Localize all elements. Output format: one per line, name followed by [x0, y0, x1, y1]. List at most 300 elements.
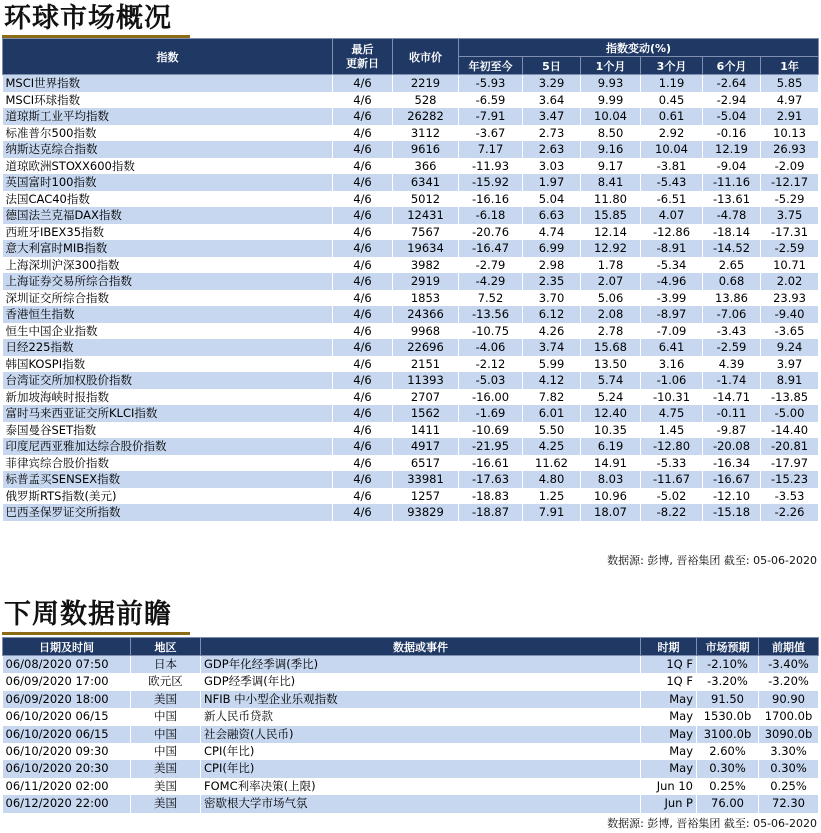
cell-1m: 6.19	[581, 438, 641, 455]
cell-close: 6341	[393, 174, 459, 191]
cell-index: 标准普尔500指数	[3, 125, 333, 142]
cell-period: May	[641, 708, 697, 725]
cell-last-update: 4/6	[333, 158, 393, 175]
cell-3m: 3.16	[641, 356, 703, 373]
cell-last-update: 4/6	[333, 356, 393, 373]
table-row	[3, 306, 819, 323]
cell-period: 1Q F	[641, 673, 697, 690]
cell-index: 上海证券交易所综合指数	[3, 273, 333, 290]
cell-index: 德国法兰克福DAX指数	[3, 207, 333, 224]
cell-datetime: 06/11/2020 02:00	[3, 778, 131, 795]
cell-last-update: 4/6	[333, 257, 393, 274]
cell-index: 泰国曼谷SET指数	[3, 422, 333, 439]
cell-index: 西班牙IBEX35指数	[3, 224, 333, 241]
cell-1m: 10.35	[581, 422, 641, 439]
cell-1y: 3.97	[761, 356, 819, 373]
cell-3m: -8.22	[641, 504, 703, 521]
cell-1y: 23.93	[761, 290, 819, 307]
cell-3m: 10.04	[641, 141, 703, 158]
cell-1m: 9.93	[581, 75, 641, 92]
cell-index: 韩国KOSPI指数	[3, 356, 333, 373]
market-source: 数据源: 彭博, 晋裕集团 截至: 05-06-2020	[607, 554, 817, 567]
cell-index: 菲律宾综合股价指数	[3, 455, 333, 472]
cell-6m: -13.61	[703, 191, 761, 208]
cell-5d: 7.82	[523, 389, 581, 406]
table-row	[3, 673, 819, 690]
cell-last-update: 4/6	[333, 422, 393, 439]
cell-1y: 2.91	[761, 108, 819, 125]
cell-6m: -12.10	[703, 488, 761, 505]
cell-index: 恒生中国企业指数	[3, 323, 333, 340]
cell-last-update: 4/6	[333, 323, 393, 340]
cell-5d: 6.99	[523, 240, 581, 257]
cell-1m: 5.06	[581, 290, 641, 307]
table-row	[3, 471, 819, 488]
cell-close: 366	[393, 158, 459, 175]
cell-3m: 6.41	[641, 339, 703, 356]
cell-event: 密歇根大学市场气氛	[201, 795, 641, 812]
cell-last-update: 4/6	[333, 224, 393, 241]
table-row	[3, 389, 819, 406]
cell-6m: -18.14	[703, 224, 761, 241]
cell-region: 中国	[131, 708, 201, 725]
market-title: 环球市场概况	[4, 3, 172, 34]
table-row	[3, 760, 819, 777]
events-table-body	[3, 656, 819, 813]
market-table-body	[3, 75, 819, 521]
cell-ytd: -15.92	[459, 174, 523, 191]
cell-3m: -6.51	[641, 191, 703, 208]
cell-6m: -7.06	[703, 306, 761, 323]
cell-forecast: 1530.0b	[697, 708, 759, 725]
cell-1y: 3.75	[761, 207, 819, 224]
cell-5d: 6.12	[523, 306, 581, 323]
table-row	[3, 743, 819, 760]
cell-close: 9616	[393, 141, 459, 158]
cell-close: 93829	[393, 504, 459, 521]
table-row	[3, 691, 819, 708]
cell-last-update: 4/6	[333, 290, 393, 307]
cell-5d: 3.29	[523, 75, 581, 92]
cell-1y: -5.00	[761, 405, 819, 422]
table-row	[3, 125, 819, 142]
cell-forecast: 2.60%	[697, 743, 759, 760]
cell-previous: -3.20%	[759, 673, 819, 690]
header-previous: 前期值	[759, 638, 819, 656]
cell-1y: 5.85	[761, 75, 819, 92]
cell-ytd: -2.79	[459, 257, 523, 274]
cell-1y: -2.09	[761, 158, 819, 175]
cell-ytd: -20.76	[459, 224, 523, 241]
cell-event: CPI(年比)	[201, 760, 641, 777]
cell-forecast: 91.50	[697, 691, 759, 708]
cell-region: 中国	[131, 726, 201, 743]
cell-ytd: -7.91	[459, 108, 523, 125]
cell-5d: 3.64	[523, 92, 581, 109]
cell-5d: 4.26	[523, 323, 581, 340]
cell-1m: 8.41	[581, 174, 641, 191]
cell-last-update: 4/6	[333, 405, 393, 422]
cell-index: 巴西圣保罗证交所指数	[3, 504, 333, 521]
header-event: 数据或事件	[201, 638, 641, 656]
table-row	[3, 108, 819, 125]
cell-6m: -16.67	[703, 471, 761, 488]
cell-1y: -5.29	[761, 191, 819, 208]
cell-index: 纳斯达克综合指数	[3, 141, 333, 158]
cell-ytd: -16.00	[459, 389, 523, 406]
cell-1y: -3.53	[761, 488, 819, 505]
cell-datetime: 06/09/2020 18:00	[3, 691, 131, 708]
cell-datetime: 06/08/2020 07:50	[3, 656, 131, 674]
cell-3m: -8.97	[641, 306, 703, 323]
cell-ytd: 7.52	[459, 290, 523, 307]
cell-6m: 4.39	[703, 356, 761, 373]
cell-index: 英国富时100指数	[3, 174, 333, 191]
cell-previous: 3.30%	[759, 743, 819, 760]
cell-3m: -10.31	[641, 389, 703, 406]
cell-1m: 14.91	[581, 455, 641, 472]
cell-1m: 11.80	[581, 191, 641, 208]
cell-1y: -17.97	[761, 455, 819, 472]
header-period: 时期	[641, 638, 697, 656]
header-1y: 1年	[761, 57, 819, 75]
cell-last-update: 4/6	[333, 273, 393, 290]
cell-5d: 4.80	[523, 471, 581, 488]
cell-1m: 2.08	[581, 306, 641, 323]
cell-1m: 12.14	[581, 224, 641, 241]
cell-close: 2919	[393, 273, 459, 290]
cell-3m: -5.33	[641, 455, 703, 472]
cell-index: MSCI环球指数	[3, 92, 333, 109]
cell-region: 中国	[131, 743, 201, 760]
cell-last-update: 4/6	[333, 389, 393, 406]
table-row	[3, 141, 819, 158]
cell-ytd: -2.12	[459, 356, 523, 373]
cell-index: 道琼斯工业平均指数	[3, 108, 333, 125]
cell-6m: -3.43	[703, 323, 761, 340]
cell-1m: 9.16	[581, 141, 641, 158]
cell-ytd: -11.93	[459, 158, 523, 175]
cell-last-update: 4/6	[333, 339, 393, 356]
cell-index: 印度尼西亚雅加达综合股价指数	[3, 438, 333, 455]
cell-ytd: -4.06	[459, 339, 523, 356]
table-row	[3, 290, 819, 307]
cell-close: 11393	[393, 372, 459, 389]
cell-event: GDP经季调(年比)	[201, 673, 641, 690]
cell-ytd: -10.75	[459, 323, 523, 340]
table-row	[3, 273, 819, 290]
cell-3m: -5.43	[641, 174, 703, 191]
cell-ytd: -4.29	[459, 273, 523, 290]
cell-5d: 3.47	[523, 108, 581, 125]
cell-3m: -1.06	[641, 372, 703, 389]
cell-3m: 1.45	[641, 422, 703, 439]
table-row	[3, 323, 819, 340]
cell-1y: -15.23	[761, 471, 819, 488]
cell-close: 5012	[393, 191, 459, 208]
header-region: 地区	[131, 638, 201, 656]
table-row	[3, 726, 819, 743]
table-row	[3, 455, 819, 472]
cell-6m: -0.11	[703, 405, 761, 422]
cell-1y: -12.17	[761, 174, 819, 191]
cell-5d: 4.12	[523, 372, 581, 389]
cell-ytd: -18.83	[459, 488, 523, 505]
cell-1m: 10.96	[581, 488, 641, 505]
cell-previous: 1700.0b	[759, 708, 819, 725]
cell-5d: 2.63	[523, 141, 581, 158]
cell-event: GDP年化经季调(季比)	[201, 656, 641, 674]
cell-last-update: 4/6	[333, 438, 393, 455]
cell-close: 4917	[393, 438, 459, 455]
cell-1y: 10.13	[761, 125, 819, 142]
cell-1m: 8.03	[581, 471, 641, 488]
cell-index: 日经225指数	[3, 339, 333, 356]
cell-close: 1562	[393, 405, 459, 422]
cell-last-update: 4/6	[333, 306, 393, 323]
cell-1m: 15.68	[581, 339, 641, 356]
cell-close: 1411	[393, 422, 459, 439]
table-row	[3, 778, 819, 795]
cell-forecast: 76.00	[697, 795, 759, 812]
cell-6m: -14.52	[703, 240, 761, 257]
cell-close: 1853	[393, 290, 459, 307]
cell-region: 欧元区	[131, 673, 201, 690]
cell-1y: -17.31	[761, 224, 819, 241]
cell-6m: -20.08	[703, 438, 761, 455]
cell-1y: -2.59	[761, 240, 819, 257]
table-row	[3, 656, 819, 674]
cell-ytd: -3.67	[459, 125, 523, 142]
cell-1y: 4.97	[761, 92, 819, 109]
table-row	[3, 504, 819, 521]
header-forecast: 市场预期	[697, 638, 759, 656]
events-title-underline	[2, 632, 190, 635]
cell-close: 33981	[393, 471, 459, 488]
cell-ytd: 7.17	[459, 141, 523, 158]
cell-close: 9968	[393, 323, 459, 340]
cell-close: 2219	[393, 75, 459, 92]
events-table	[2, 637, 819, 813]
cell-last-update: 4/6	[333, 455, 393, 472]
cell-region: 美国	[131, 795, 201, 812]
cell-forecast: 0.25%	[697, 778, 759, 795]
table-row	[3, 405, 819, 422]
cell-index: 富时马来西亚证交所KLCI指数	[3, 405, 333, 422]
cell-datetime: 06/10/2020 20:30	[3, 760, 131, 777]
cell-index: 台湾证交所加权股价指数	[3, 372, 333, 389]
cell-5d: 4.74	[523, 224, 581, 241]
cell-1y: -13.85	[761, 389, 819, 406]
cell-region: 美国	[131, 778, 201, 795]
cell-6m: -9.87	[703, 422, 761, 439]
header-3m: 3个月	[641, 57, 703, 75]
cell-6m: -11.16	[703, 174, 761, 191]
cell-period: May	[641, 743, 697, 760]
cell-5d: 11.62	[523, 455, 581, 472]
cell-period: 1Q F	[641, 656, 697, 674]
cell-1m: 9.17	[581, 158, 641, 175]
cell-6m: -2.64	[703, 75, 761, 92]
table-row	[3, 356, 819, 373]
cell-last-update: 4/6	[333, 207, 393, 224]
cell-period: Jun 10	[641, 778, 697, 795]
cell-3m: 2.92	[641, 125, 703, 142]
cell-6m: -2.94	[703, 92, 761, 109]
cell-5d: 2.98	[523, 257, 581, 274]
cell-index: MSCI世界指数	[3, 75, 333, 92]
table-row	[3, 422, 819, 439]
cell-last-update: 4/6	[333, 141, 393, 158]
cell-5d: 2.73	[523, 125, 581, 142]
cell-index: 深圳证交所综合指数	[3, 290, 333, 307]
cell-previous: 72.30	[759, 795, 819, 812]
cell-5d: 3.74	[523, 339, 581, 356]
cell-ytd: -5.03	[459, 372, 523, 389]
cell-1m: 5.24	[581, 389, 641, 406]
table-row	[3, 174, 819, 191]
cell-5d: 6.01	[523, 405, 581, 422]
cell-6m: 13.86	[703, 290, 761, 307]
cell-3m: 4.07	[641, 207, 703, 224]
cell-last-update: 4/6	[333, 75, 393, 92]
cell-ytd: -6.18	[459, 207, 523, 224]
cell-period: May	[641, 691, 697, 708]
cell-region: 美国	[131, 760, 201, 777]
cell-last-update: 4/6	[333, 240, 393, 257]
cell-1m: 10.04	[581, 108, 641, 125]
cell-close: 7567	[393, 224, 459, 241]
cell-5d: 5.04	[523, 191, 581, 208]
cell-6m: -15.18	[703, 504, 761, 521]
header-1m: 1个月	[581, 57, 641, 75]
cell-index: 香港恒生指数	[3, 306, 333, 323]
cell-1m: 13.50	[581, 356, 641, 373]
cell-datetime: 06/09/2020 17:00	[3, 673, 131, 690]
header-close: 收市价	[393, 39, 459, 75]
cell-1y: 9.24	[761, 339, 819, 356]
table-row	[3, 92, 819, 109]
cell-5d: 1.97	[523, 174, 581, 191]
header-6m: 6个月	[703, 57, 761, 75]
market-table	[2, 38, 819, 521]
cell-6m: 2.65	[703, 257, 761, 274]
header-index: 指数	[3, 39, 333, 75]
cell-3m: -7.09	[641, 323, 703, 340]
cell-index: 标普孟买SENSEX指数	[3, 471, 333, 488]
header-datetime: 日期及时间	[3, 638, 131, 656]
cell-close: 1257	[393, 488, 459, 505]
cell-6m: -4.78	[703, 207, 761, 224]
cell-5d: 2.35	[523, 273, 581, 290]
cell-close: 528	[393, 92, 459, 109]
cell-last-update: 4/6	[333, 108, 393, 125]
cell-datetime: 06/10/2020 06/15	[3, 708, 131, 725]
cell-close: 24366	[393, 306, 459, 323]
cell-1m: 12.40	[581, 405, 641, 422]
cell-ytd: -1.69	[459, 405, 523, 422]
cell-last-update: 4/6	[333, 471, 393, 488]
cell-6m: -2.59	[703, 339, 761, 356]
cell-datetime: 06/10/2020 06/15	[3, 726, 131, 743]
cell-5d: 6.63	[523, 207, 581, 224]
cell-6m: -9.04	[703, 158, 761, 175]
cell-1m: 2.78	[581, 323, 641, 340]
cell-last-update: 4/6	[333, 504, 393, 521]
cell-6m: -16.34	[703, 455, 761, 472]
cell-ytd: -6.59	[459, 92, 523, 109]
cell-forecast: 0.30%	[697, 760, 759, 777]
cell-5d: 4.25	[523, 438, 581, 455]
cell-close: 3112	[393, 125, 459, 142]
cell-1y: 2.02	[761, 273, 819, 290]
header-5d: 5日	[523, 57, 581, 75]
header-last-update: 最后 更新日	[333, 39, 393, 75]
cell-3m: 1.19	[641, 75, 703, 92]
cell-forecast: 3100.0b	[697, 726, 759, 743]
header-change-group: 指数变动(%)	[459, 39, 819, 57]
cell-1y: -14.40	[761, 422, 819, 439]
cell-forecast: -2.10%	[697, 656, 759, 674]
cell-close: 6517	[393, 455, 459, 472]
cell-event: 社会融资(人民币)	[201, 726, 641, 743]
cell-6m: 0.68	[703, 273, 761, 290]
cell-index: 新加坡海峡时报指数	[3, 389, 333, 406]
cell-3m: -12.86	[641, 224, 703, 241]
cell-ytd: -18.87	[459, 504, 523, 521]
cell-period: May	[641, 726, 697, 743]
cell-6m: -1.74	[703, 372, 761, 389]
cell-datetime: 06/12/2020 22:00	[3, 795, 131, 812]
table-row	[3, 795, 819, 812]
cell-close: 26282	[393, 108, 459, 125]
cell-ytd: -16.47	[459, 240, 523, 257]
table-row	[3, 191, 819, 208]
cell-1m: 1.78	[581, 257, 641, 274]
table-row	[3, 207, 819, 224]
cell-period: May	[641, 760, 697, 777]
cell-last-update: 4/6	[333, 92, 393, 109]
cell-close: 3982	[393, 257, 459, 274]
cell-close: 19634	[393, 240, 459, 257]
cell-3m: -3.81	[641, 158, 703, 175]
cell-1y: -3.65	[761, 323, 819, 340]
cell-close: 22696	[393, 339, 459, 356]
cell-6m: -14.71	[703, 389, 761, 406]
cell-3m: 0.45	[641, 92, 703, 109]
cell-5d: 1.25	[523, 488, 581, 505]
cell-forecast: -3.20%	[697, 673, 759, 690]
cell-5d: 7.91	[523, 504, 581, 521]
cell-1y: -9.40	[761, 306, 819, 323]
cell-3m: -11.67	[641, 471, 703, 488]
cell-index: 意大利富时MIB指数	[3, 240, 333, 257]
table-row	[3, 488, 819, 505]
cell-1m: 9.99	[581, 92, 641, 109]
table-row	[3, 240, 819, 257]
cell-close: 2151	[393, 356, 459, 373]
cell-event: 新人民币贷款	[201, 708, 641, 725]
cell-last-update: 4/6	[333, 125, 393, 142]
cell-3m: -5.34	[641, 257, 703, 274]
cell-last-update: 4/6	[333, 488, 393, 505]
cell-3m: -5.02	[641, 488, 703, 505]
cell-last-update: 4/6	[333, 174, 393, 191]
cell-ytd: -13.56	[459, 306, 523, 323]
cell-1m: 18.07	[581, 504, 641, 521]
cell-1m: 12.92	[581, 240, 641, 257]
cell-5d: 5.50	[523, 422, 581, 439]
